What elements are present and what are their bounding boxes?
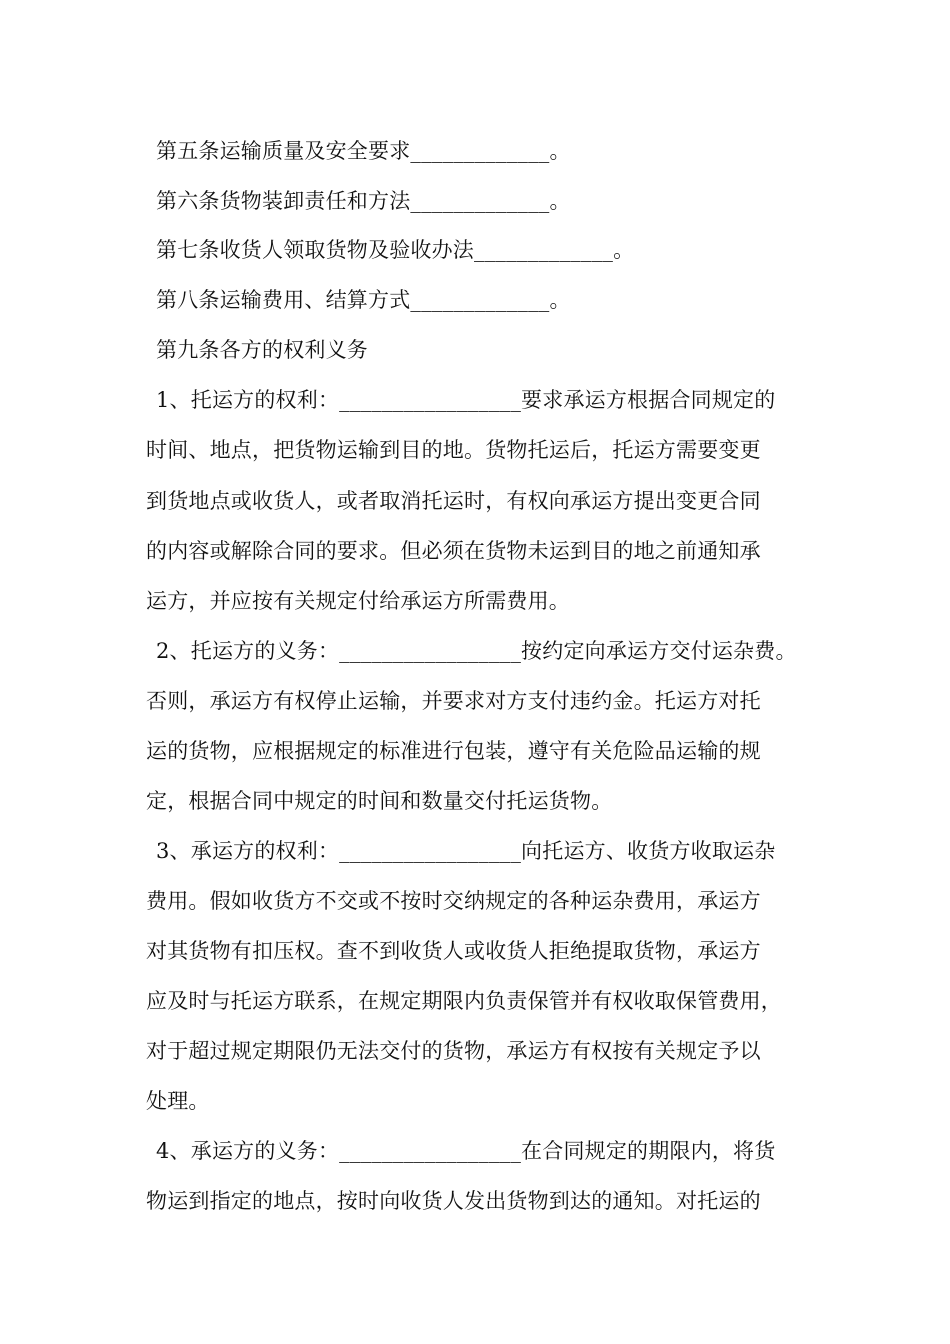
shipper-rights-line-2: 时间、地点，把货物运输到目的地。货物托运后，托运方需要变更 — [146, 438, 761, 462]
clause-8: 第八条运输费用、结算方式_____________。 — [156, 288, 571, 312]
clause-9-heading: 第九条各方的权利义务 — [156, 338, 368, 362]
shipper-duties-line-1: 2、托运方的义务：_________________按约定向承运方交付运杂费。 — [156, 639, 797, 663]
carrier-rights-line-4: 应及时与托运方联系，在规定期限内负责保管并有权收取保管费用， — [146, 989, 782, 1013]
shipper-rights-line-3: 到货地点或收货人，或者取消托运时，有权向承运方提出变更合同 — [146, 489, 761, 513]
clause-6: 第六条货物装卸责任和方法_____________。 — [156, 189, 571, 213]
carrier-duties-line-2: 物运到指定的地点，按时向收货人发出货物到达的通知。对托运的 — [146, 1189, 761, 1213]
shipper-rights-line-4: 的内容或解除合同的要求。但必须在货物未运到目的地之前通知承 — [146, 539, 761, 563]
clause-5: 第五条运输质量及安全要求_____________。 — [156, 139, 571, 163]
shipper-duties-line-3: 运的货物，应根据规定的标准进行包装，遵守有关危险品运输的规 — [146, 739, 761, 763]
clause-7: 第七条收货人领取货物及验收办法_____________。 — [156, 238, 635, 262]
carrier-duties-line-1: 4、承运方的义务：_________________在合同规定的期限内，将货 — [156, 1139, 776, 1163]
carrier-rights-line-1: 3、承运方的权利：_________________向托运方、收货方收取运杂 — [156, 839, 776, 863]
shipper-rights-line-1: 1、托运方的权利：_________________要求承运方根据合同规定的 — [156, 388, 776, 412]
carrier-rights-line-5: 对于超过规定期限仍无法交付的货物，承运方有权按有关规定予以 — [146, 1039, 761, 1063]
carrier-rights-line-2: 费用。假如收货方不交或不按时交纳规定的各种运杂费用，承运方 — [146, 889, 761, 913]
shipper-rights-line-5: 运方，并应按有关规定付给承运方所需费用。 — [146, 589, 570, 613]
carrier-rights-line-3: 对其货物有扣压权。查不到收货人或收货人拒绝提取货物，承运方 — [146, 939, 761, 963]
shipper-duties-line-2: 否则，承运方有权停止运输，并要求对方支付违约金。托运方对托 — [146, 689, 761, 713]
shipper-duties-line-4: 定，根据合同中规定的时间和数量交付托运货物。 — [146, 789, 613, 813]
carrier-rights-line-6: 处理。 — [146, 1089, 210, 1113]
